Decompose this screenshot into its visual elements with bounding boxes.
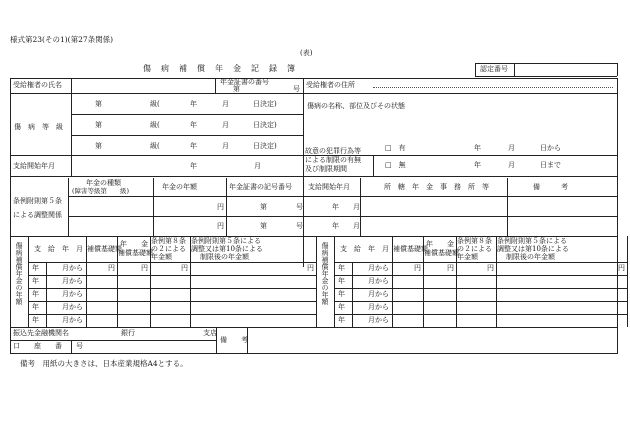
nintei-number-field[interactable]	[515, 64, 616, 75]
row-yen: 円	[108, 264, 115, 272]
row-nen: 年	[32, 303, 39, 311]
col-kind: 年金の種類	[86, 179, 121, 187]
branch-suffix: 支店	[203, 329, 217, 337]
restriction-until: 日まで	[540, 161, 561, 169]
row-from: 月から	[62, 264, 83, 272]
restriction-from: 日から	[540, 144, 561, 152]
bank-label: 振込先金融機関名	[13, 329, 69, 337]
row-from: 月から	[368, 316, 389, 324]
restriction-yes-nen: 年	[474, 144, 481, 152]
row-from: 月から	[368, 264, 389, 272]
payment-side-label: 傷病補償年金の年額	[321, 242, 329, 305]
restriction-no-nen: 年	[474, 161, 481, 169]
col-pay-suppl: 条例附則第５条による	[191, 237, 261, 245]
bank-suffix: 銀行	[121, 329, 135, 337]
col-pay-base: 補償基礎額	[87, 245, 122, 253]
footer-note: 備考 用紙の大きさは、日本産業規格A4とする。	[20, 359, 188, 368]
col-pay-suppl-3: 制限後の年金額	[200, 253, 249, 261]
col-pay-pension: 年 金	[120, 240, 148, 248]
page-title: 傷 病 補 償 年 金 記 録 簿	[143, 64, 296, 73]
col-pay-art8-2: の２による	[151, 245, 186, 253]
col-pay-suppl: 条例附則第５条による	[497, 237, 567, 245]
start-label: 支給開始年月	[13, 162, 55, 170]
restriction-label-3: 及び制限期間	[305, 165, 347, 173]
nintei-label: 認定番号	[480, 65, 508, 73]
row-yen: 円	[414, 264, 421, 272]
row-yen: 円	[181, 264, 188, 272]
row-from: 月から	[62, 303, 83, 311]
col-pay-suppl-2: 調整又は第10条による	[191, 245, 263, 253]
col-pay-pension: 年 金	[426, 240, 454, 248]
adjust-side-label-1: 条例附則第５条	[13, 197, 62, 205]
row-nen: 年	[32, 264, 39, 272]
row-from: 月から	[62, 316, 83, 324]
form-number: 様式第23(その1)(第27条関係)	[10, 35, 114, 44]
col-pay-art8-3: 年金額	[151, 253, 172, 261]
row-nen: 年	[338, 316, 345, 324]
row-nen: 年	[338, 303, 345, 311]
restriction-yes-tsuki: 月	[508, 144, 515, 152]
col-pay-art8-2: の２による	[457, 245, 492, 253]
pension-cert-go: 号	[293, 85, 300, 93]
row-nen: 年	[338, 264, 345, 272]
start-nen: 年	[190, 162, 197, 170]
col-pay-suppl-2: 調整又は第10条による	[497, 245, 569, 253]
address-field[interactable]	[373, 79, 615, 92]
row-nen: 年	[32, 277, 39, 285]
row-yen: 円	[447, 264, 454, 272]
col-note: 備 考	[533, 183, 568, 191]
col-pay-suppl-3: 制限後の年金額	[506, 253, 555, 261]
name-field[interactable]	[72, 79, 214, 92]
col-cert: 年金証書の記号番号	[229, 183, 292, 191]
row-from: 月から	[62, 290, 83, 298]
row-nen: 年	[32, 316, 39, 324]
pension-cert-dai: 第	[233, 85, 240, 93]
row-from: 月から	[368, 290, 389, 298]
pension-cert-label: 年金証書の番号	[220, 78, 269, 86]
row-nen: 年	[32, 290, 39, 298]
col-pay-art8: 条例第８条	[151, 237, 186, 245]
row-yen: 円	[141, 264, 148, 272]
row-nen: 年	[338, 277, 345, 285]
col-amount: 年金の年額	[162, 183, 197, 191]
col-office: 所 轄 年 金 事 務 所 等	[384, 183, 489, 191]
col-start: 支給開始年月	[308, 183, 350, 191]
row-from: 月から	[368, 303, 389, 311]
row-yen: 円	[307, 264, 314, 272]
start-tsuki: 月	[254, 162, 261, 170]
col-pay-pension-2: 補償基礎額	[118, 249, 153, 257]
restriction-label-1: 故意の犯罪行為等	[305, 147, 361, 155]
col-kind-sub: (障害等級第 級)	[72, 187, 130, 195]
row-nen: 年	[338, 290, 345, 298]
col-pay-date: 支 給 年 月	[34, 245, 83, 253]
account-field[interactable]	[72, 341, 215, 352]
col-pay-date: 支 給 年 月	[340, 245, 389, 253]
account-label: 口 座 番 号	[13, 342, 83, 350]
payment-side-label: 傷病補償年金の年額	[15, 242, 23, 305]
row-yen: 円	[487, 264, 494, 272]
col-pay-base: 補償基礎額	[393, 245, 428, 253]
row-yen: 円	[618, 264, 625, 272]
restriction-label-2: による制限の有無	[305, 156, 361, 164]
restriction-yes[interactable]: □ 有	[385, 144, 406, 152]
restriction-no[interactable]: □ 無	[385, 161, 406, 169]
bank-note-label: 備 考	[220, 336, 248, 344]
grade-label: 傷 病 等 級	[14, 123, 63, 131]
injury-label: 傷病の名称、部位及びその状態	[307, 102, 405, 110]
row-from: 月から	[368, 277, 389, 285]
front-side-label: (表)	[300, 49, 313, 57]
col-pay-art8: 条例第８条	[457, 237, 492, 245]
col-pay-pension-2: 補償基礎額	[424, 249, 459, 257]
name-label: 受給権者の氏名	[13, 81, 62, 89]
col-pay-art8-3: 年金額	[457, 253, 478, 261]
row-from: 月から	[62, 277, 83, 285]
restriction-no-tsuki: 月	[508, 161, 515, 169]
address-label: 受給権者の住所	[306, 81, 355, 89]
adjust-side-label-2: による調整関係	[13, 211, 62, 219]
